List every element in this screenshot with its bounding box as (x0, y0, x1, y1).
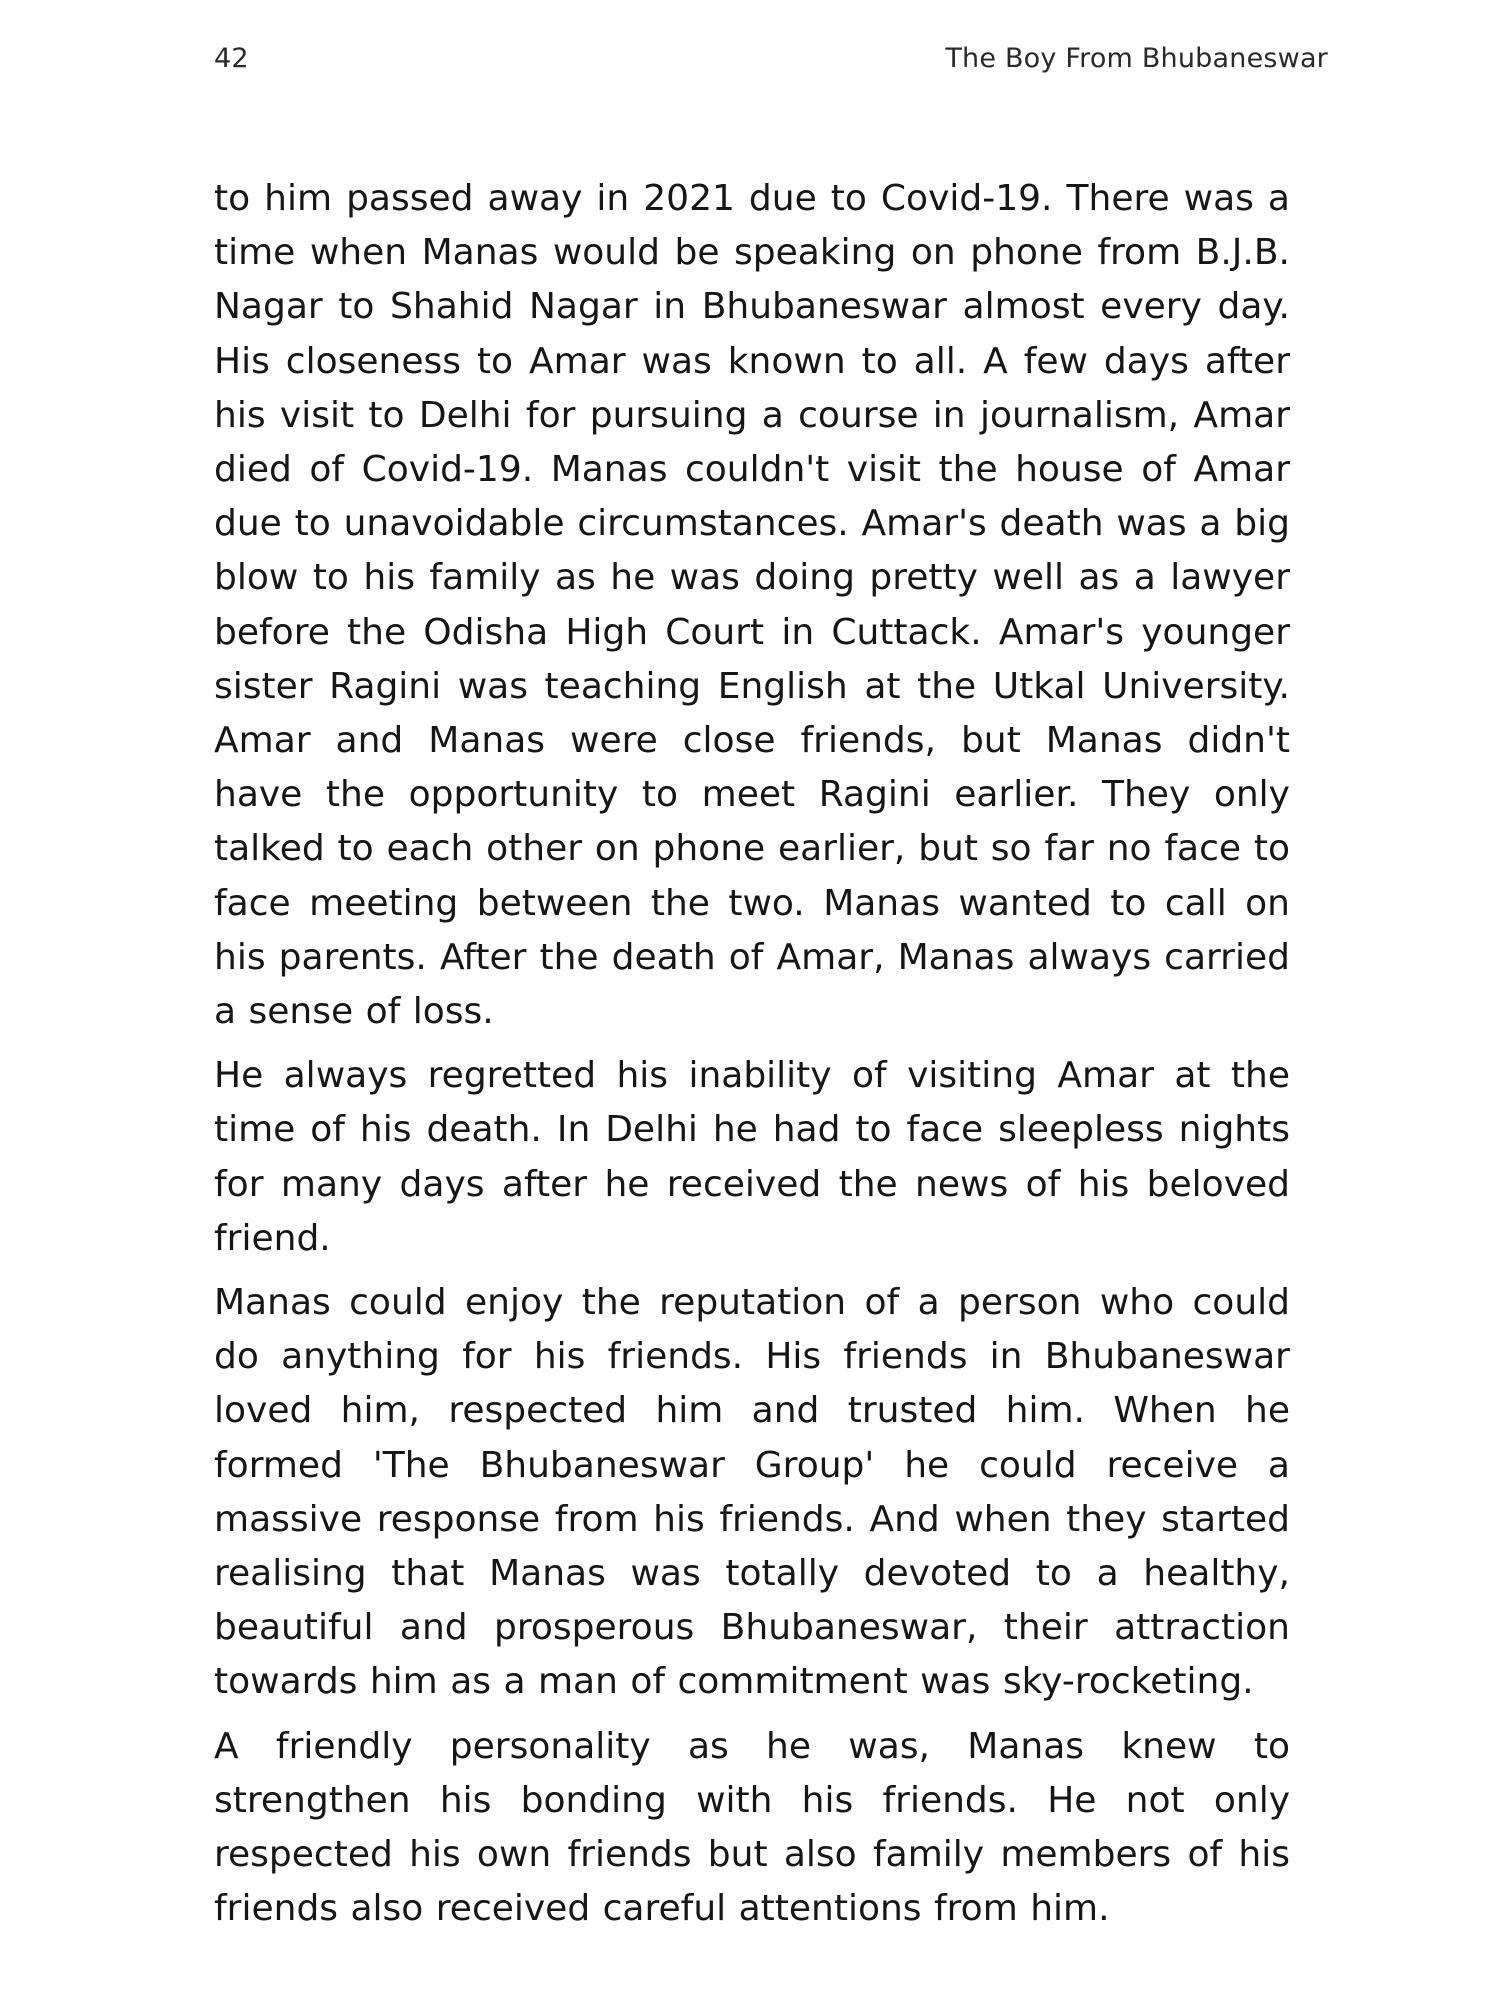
paragraph-3: Manas could enjoy the reputation of a person who could do anything for his friends. His friends in Bhubaneswar loved him, respected him and trusted him. When he formed 'The Bhubaneswar Group' he could receive a massive response from his friends. And when they started realising that Manas was totally devoted to a healthy, beautiful and prosperous Bhubaneswar, their attraction towards him as a man of commitment was sky-rocketing. (214, 1282, 1290, 1703)
paragraph-4: A friendly personality as he was, Manas knew to strengthen his bonding with his friends. He not only respected his own friends but also family members of his friends also received careful attentions from him. (214, 1725, 1290, 1930)
page-number: 42 (214, 42, 249, 74)
paragraph-1: to him passed away in 2021 due to Covid-19. There was a time when Manas would be speaking on phone from B.J.B. Nagar to Shahid Nagar in Bhubaneswar almost every day. His closeness to Amar was known to all. A few days after his visit to Delhi for pursuing a course in journalism, Amar died of Covid-19. Manas couldn't visit the house of Amar due to unavoidable circumstances. Amar's death was a big blow to his family as he was doing pretty well as a lawyer before the Odisha High Court in Cuttack. Amar's younger sister Ragini was teaching English at the Utkal University. Amar and Manas were close friends, but Manas didn't have the opportunity to meet Ragini earlier. They only talked to each other on phone earlier, but so far no face to face meeting between the two. Manas wanted to call on his parents. After the death of Amar, Manas always carried a sense of loss. (214, 178, 1290, 1033)
book-title: The Boy From Bhubaneswar (945, 42, 1328, 74)
body-text (214, 172, 1290, 1947)
running-header (214, 38, 1328, 78)
paragraph-2: He always regretted his inability of visiting Amar at the time of his death. In Delhi he had to face sleepless nights for many days after he received the news of his beloved friend. (214, 1055, 1290, 1259)
